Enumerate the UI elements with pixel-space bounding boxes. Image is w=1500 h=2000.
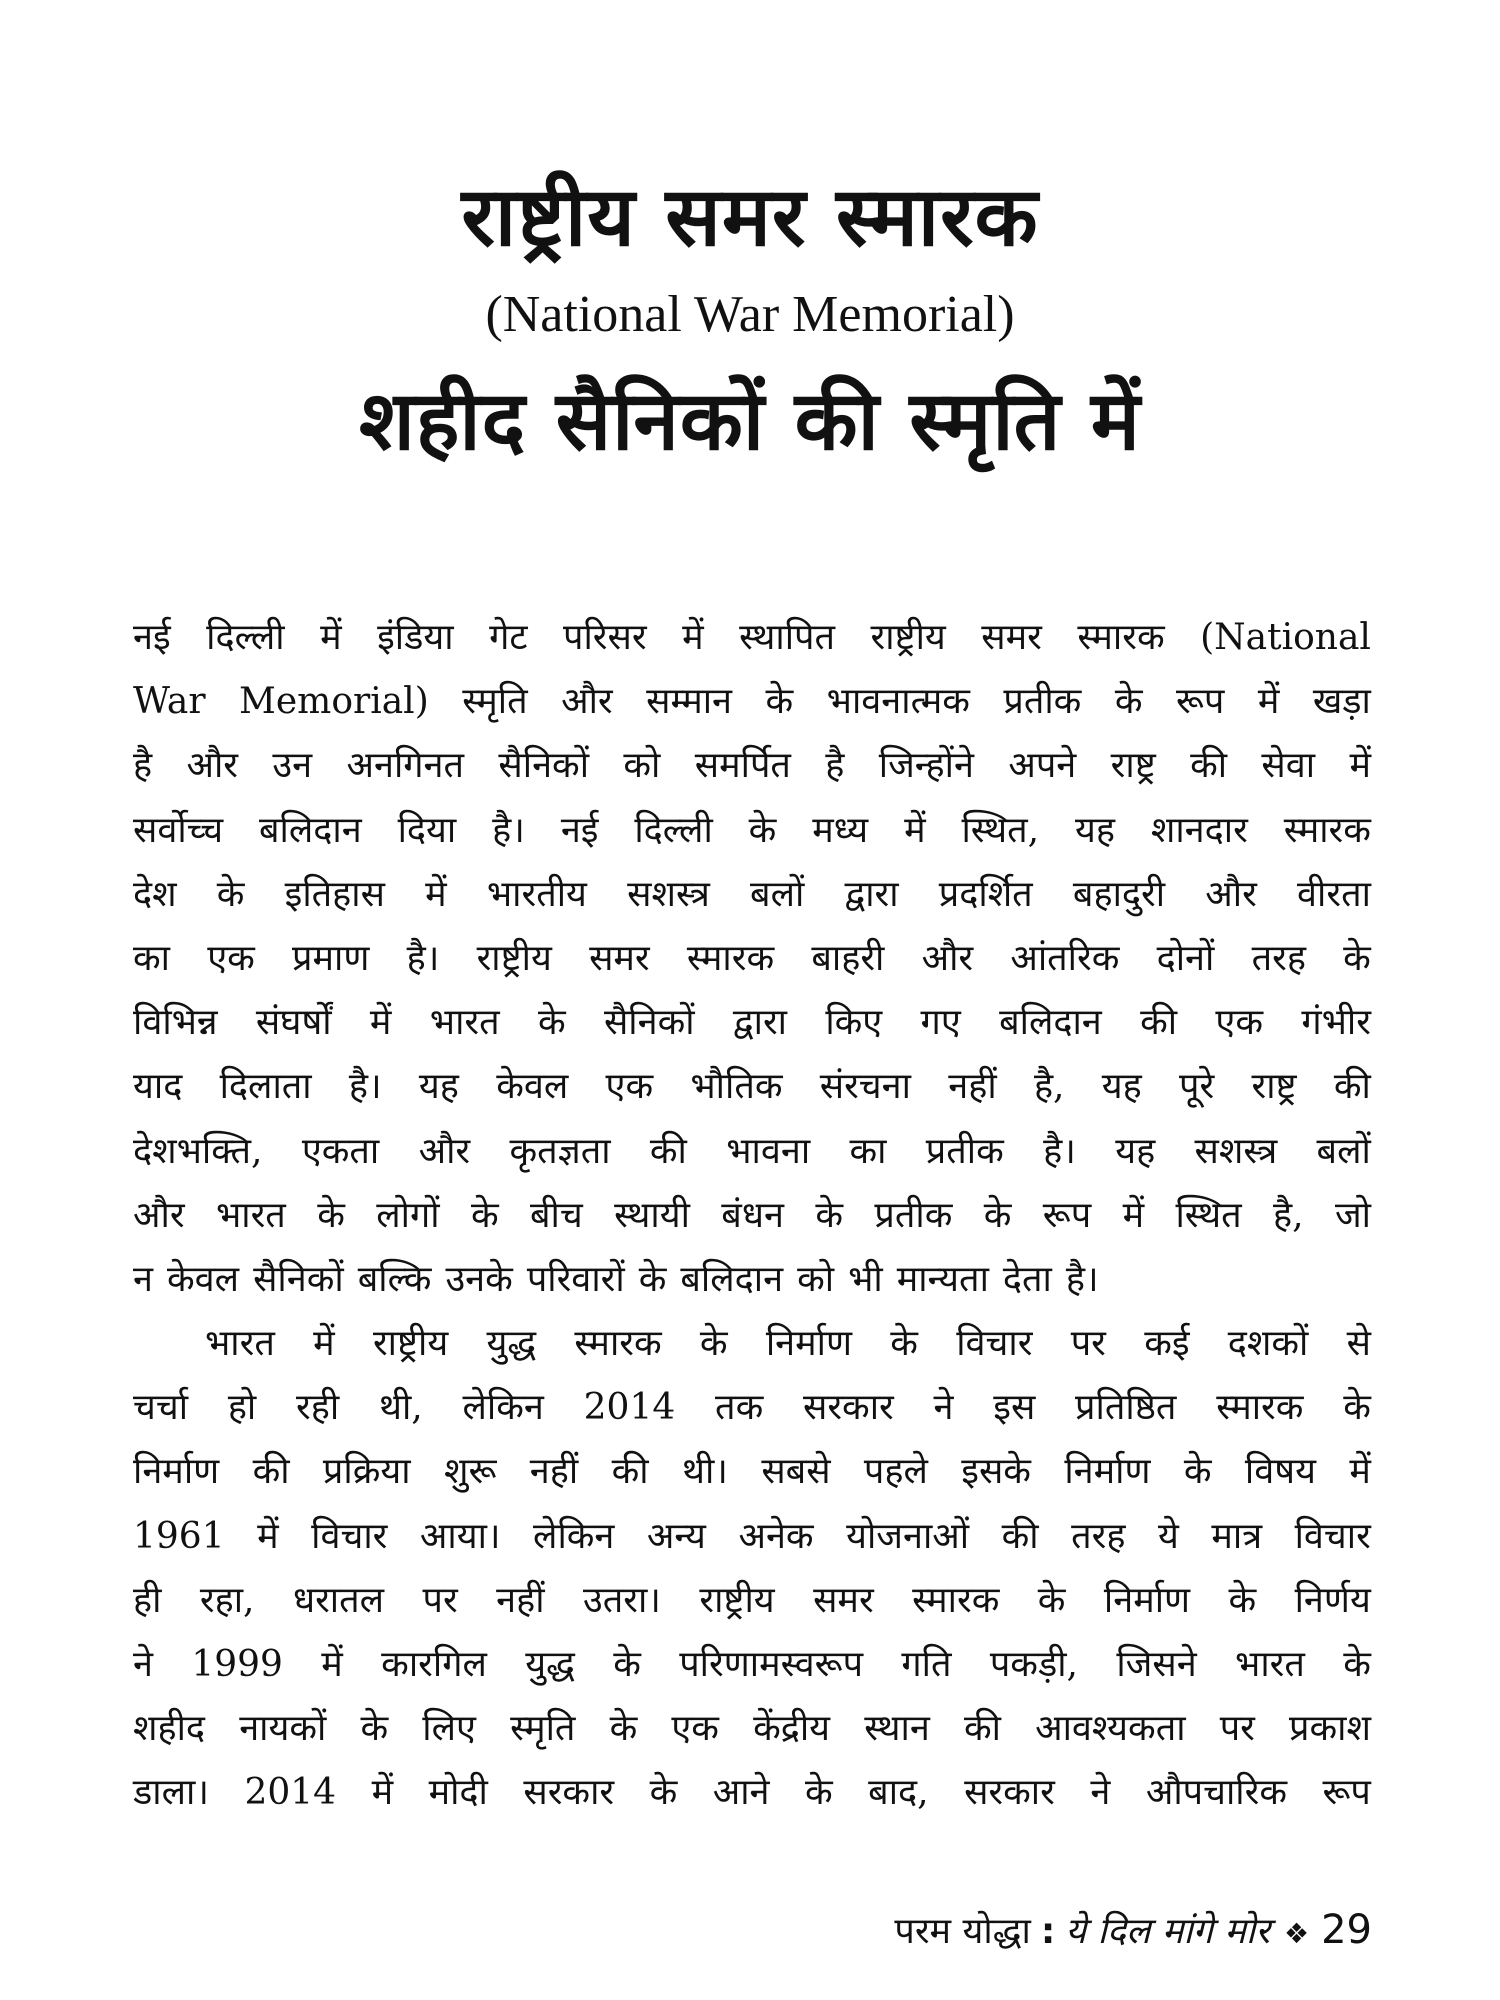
word: गेट	[489, 617, 528, 658]
word: के	[890, 1323, 918, 1365]
word: ने	[1090, 1772, 1111, 1814]
word: में	[1257, 681, 1280, 723]
word: कृतज्ञता	[509, 1130, 611, 1172]
word: निर्माण	[1064, 1451, 1151, 1493]
word: भौतिक	[690, 1066, 783, 1108]
word: भारतीय	[486, 873, 587, 915]
text-line	[133, 799, 1371, 863]
word: (National	[1200, 617, 1371, 658]
word: भावना	[726, 1130, 811, 1172]
word: प्रतीक	[1003, 681, 1082, 723]
word: बलिदान	[999, 1002, 1102, 1044]
word: में	[904, 809, 926, 851]
word: अपने	[1008, 745, 1077, 787]
word: पर	[1219, 1708, 1255, 1750]
word: परिसर	[563, 617, 647, 658]
word: इसके	[961, 1451, 1031, 1493]
word: और	[186, 745, 239, 787]
word: बलिदान	[680, 1258, 784, 1300]
word: दिल्ली	[634, 809, 713, 851]
word: War	[133, 681, 206, 723]
word: राष्ट्रीय	[870, 617, 946, 658]
word: स्मारक	[574, 1323, 662, 1365]
word: में	[682, 617, 704, 658]
word: चर्चा	[133, 1387, 189, 1429]
word: आंतरिक	[1010, 937, 1120, 979]
word: समर	[981, 617, 1042, 658]
word: और	[561, 681, 613, 723]
word: भारत	[205, 1323, 275, 1365]
word: बलिदान	[259, 809, 362, 851]
word: की	[252, 1451, 290, 1493]
word: स्मारक	[1216, 1387, 1304, 1429]
word: के	[699, 1323, 728, 1365]
word: प्रकाश	[1289, 1708, 1371, 1750]
word: रूप	[1175, 681, 1225, 723]
word: दिलाता	[219, 1066, 312, 1108]
chapter-subtitle: शहीद सैनिकों की स्मृति में	[359, 374, 1141, 469]
word: एक	[1215, 1002, 1263, 1044]
word: रूप	[1042, 1194, 1092, 1236]
word: पूरे	[1179, 1066, 1215, 1108]
word: नई	[133, 617, 171, 658]
word: है	[825, 745, 845, 787]
footer-book-title: परम योद्धा	[894, 1911, 1031, 1952]
word: बाहरी	[811, 937, 885, 979]
word: में	[1122, 1194, 1145, 1236]
word: के	[815, 1194, 844, 1236]
word: 2014	[583, 1387, 676, 1429]
word: वीरता	[1297, 873, 1371, 915]
text-line	[133, 1312, 1371, 1376]
word: बल्कि	[357, 1258, 432, 1300]
word: रहा,	[199, 1579, 255, 1621]
text-line	[133, 1055, 1371, 1119]
word: का	[849, 1130, 887, 1172]
word: पर	[422, 1579, 458, 1621]
word: से	[1346, 1323, 1371, 1365]
word: एक	[207, 937, 255, 979]
word: सशस्त्र	[1194, 1130, 1278, 1172]
page-number: 29	[1321, 1907, 1372, 1953]
word: राष्ट्रीय	[476, 937, 552, 979]
word: ने	[933, 1387, 954, 1429]
word: के	[317, 1194, 345, 1236]
word: प्रमाण	[291, 937, 370, 979]
word: है	[133, 745, 153, 787]
word: स्थित	[1175, 1194, 1242, 1236]
word: सैनिकों	[603, 1002, 695, 1044]
paragraph-1	[133, 606, 1371, 1312]
word: के	[1343, 937, 1371, 979]
word: प्रदर्शित	[938, 873, 1033, 915]
text-line	[133, 1376, 1371, 1440]
page-footer	[894, 1906, 1372, 1958]
word: एक	[671, 1708, 719, 1750]
word: भारत	[215, 1194, 286, 1236]
word: की	[1140, 1002, 1178, 1044]
text-line	[133, 734, 1371, 798]
word: Memorial)	[239, 681, 429, 723]
word: के	[609, 1708, 638, 1750]
word: में	[425, 873, 447, 915]
word: में	[257, 1515, 279, 1557]
word: पर	[1070, 1323, 1106, 1365]
word: है।	[348, 1066, 382, 1108]
word: युद्ध	[525, 1644, 575, 1685]
word: स्थित,	[961, 809, 1040, 851]
word: विचार	[311, 1515, 388, 1557]
word: जिन्होंने	[878, 745, 974, 787]
ornament-icon: ❖	[1283, 1917, 1310, 1950]
word: बीच	[529, 1194, 583, 1236]
word: में	[1349, 745, 1371, 787]
word: उन	[272, 745, 313, 787]
word: सेवा	[1261, 745, 1316, 787]
word: पकड़ी,	[989, 1644, 1078, 1685]
word: परिवारों	[526, 1258, 625, 1300]
word: में	[320, 617, 342, 658]
word: प्रतीक	[874, 1194, 953, 1236]
text-line	[133, 1248, 1371, 1312]
word: की	[611, 1451, 649, 1493]
word: इतिहास	[284, 873, 385, 915]
word: अन्य	[646, 1515, 706, 1557]
word: के	[470, 1194, 499, 1236]
word: के	[360, 1708, 389, 1750]
word: के	[638, 1258, 667, 1300]
word: के	[216, 873, 245, 915]
word: युद्ध	[486, 1323, 537, 1365]
word: दिल्ली	[206, 617, 285, 658]
word: मात्र	[1211, 1515, 1263, 1557]
word: आने	[712, 1772, 770, 1814]
word: लेकिन	[533, 1515, 615, 1557]
word: तरह	[1071, 1515, 1126, 1557]
text-line	[133, 670, 1371, 734]
word: है।	[492, 809, 525, 851]
word: शुरू	[443, 1451, 497, 1493]
word: सशस्त्र	[627, 873, 710, 915]
word: भी	[848, 1258, 883, 1300]
word: यह	[1074, 809, 1115, 851]
word: की	[1001, 1515, 1039, 1557]
word: सरकार	[523, 1772, 615, 1814]
chapter-title: राष्ट्रीय समर स्मारक	[461, 170, 1039, 265]
word: योजनाओं	[846, 1515, 970, 1557]
word: 2014	[244, 1772, 337, 1814]
word: एकता	[301, 1130, 380, 1172]
word: प्रक्रिया	[322, 1451, 411, 1493]
word: और	[418, 1130, 471, 1172]
word: थी।	[681, 1451, 728, 1493]
word: निर्माण	[765, 1323, 853, 1365]
word: द्वारा	[844, 873, 899, 915]
word: दिया	[397, 809, 457, 851]
word: राष्ट्रीय	[699, 1579, 775, 1621]
word: को	[623, 745, 661, 787]
word: नहीं	[496, 1579, 545, 1621]
word: सरकार	[802, 1387, 894, 1429]
word: है,	[1273, 1194, 1304, 1236]
word: स्मारक	[912, 1579, 1000, 1621]
word: बाद,	[868, 1772, 929, 1814]
word: यह	[418, 1066, 459, 1108]
word: के	[649, 1772, 678, 1814]
word: शानदार	[1150, 809, 1248, 851]
word: मान्यता	[896, 1258, 989, 1300]
word: थी,	[378, 1387, 423, 1429]
word: न	[133, 1258, 153, 1300]
word: यह	[1101, 1066, 1142, 1108]
word: की	[649, 1130, 687, 1172]
word: में	[1349, 1451, 1371, 1493]
text-line	[133, 1697, 1371, 1761]
word: स्थान	[864, 1708, 930, 1750]
word: देता	[1002, 1258, 1052, 1300]
word: स्मृति	[510, 1708, 576, 1750]
word: इंडिया	[377, 617, 454, 658]
word: गंभीर	[1301, 1002, 1371, 1044]
text-line	[133, 1633, 1371, 1697]
word: जिसने	[1116, 1644, 1197, 1685]
word: लोगों	[376, 1194, 440, 1236]
word: द्वारा	[732, 1002, 787, 1044]
word: उनके	[445, 1258, 513, 1300]
word: मध्य	[812, 809, 869, 851]
word: एक	[605, 1066, 654, 1108]
word: है।	[1043, 1130, 1076, 1172]
word: 1961	[133, 1515, 225, 1557]
footer-separator: :	[1040, 1911, 1056, 1952]
word: के	[805, 1772, 833, 1814]
word: भारत	[429, 1002, 500, 1044]
text-line	[133, 927, 1371, 991]
word: शहीद	[133, 1708, 206, 1750]
word: संघर्षों	[255, 1002, 332, 1044]
word: के	[1343, 1387, 1371, 1429]
word: यह	[1115, 1130, 1156, 1172]
word: राष्ट्रीय	[372, 1323, 449, 1365]
word: ही	[133, 1579, 162, 1621]
footer-tagline: ये दिल मांगे मोर	[1065, 1911, 1270, 1952]
word: आया।	[419, 1515, 501, 1557]
word: बहादुरी	[1072, 873, 1166, 915]
word: समर	[589, 937, 650, 979]
word: बलों	[1316, 1130, 1371, 1172]
word: भारत	[1235, 1644, 1305, 1685]
text-line	[133, 1184, 1371, 1248]
word: इस	[993, 1387, 1036, 1429]
word: सर्वोच्च	[133, 809, 224, 851]
word: के	[983, 1194, 1012, 1236]
word: राष्ट्र	[1110, 745, 1156, 787]
word: समर्पित	[694, 745, 791, 787]
word: बलों	[750, 873, 805, 915]
word: के	[613, 1644, 641, 1685]
word: नहीं	[948, 1066, 997, 1108]
word: दोनों	[1156, 937, 1215, 979]
word: विचार	[956, 1323, 1033, 1365]
word: में	[321, 1644, 343, 1685]
word: स्थायी	[614, 1194, 690, 1236]
word: स्थापित	[739, 617, 835, 658]
word: केवल	[496, 1066, 569, 1108]
word: गति	[901, 1644, 952, 1685]
word: देशभक्ति,	[133, 1130, 263, 1172]
word: याद	[133, 1066, 183, 1108]
word: के	[1228, 1579, 1257, 1621]
word: है।	[1065, 1258, 1099, 1300]
word: अनगिनत	[346, 745, 465, 787]
word: उतरा।	[582, 1579, 661, 1621]
word: सैनिकों	[498, 745, 590, 787]
text-line	[133, 1440, 1371, 1504]
text-line	[133, 606, 1371, 670]
word: है।	[406, 937, 440, 979]
word: ने	[133, 1644, 153, 1685]
word: निर्णय	[1294, 1579, 1371, 1621]
word: डाला।	[133, 1772, 209, 1814]
word: प्रतीक	[925, 1130, 1004, 1172]
word: में	[369, 1002, 392, 1044]
word: संरचना	[819, 1066, 911, 1108]
word: लेकिन	[462, 1387, 544, 1429]
word: नहीं	[529, 1451, 579, 1493]
text-line	[133, 1505, 1371, 1569]
word: को	[797, 1258, 835, 1300]
word: और	[921, 937, 974, 979]
word: विषय	[1244, 1451, 1316, 1493]
word: केवल	[166, 1258, 240, 1300]
paragraph-2	[133, 1312, 1371, 1826]
word: आवश्यकता	[1035, 1708, 1186, 1750]
word: प्रतिष्ठित	[1075, 1387, 1177, 1429]
word: है,	[1033, 1066, 1065, 1108]
word: बंधन	[721, 1194, 784, 1236]
word: में	[371, 1772, 394, 1814]
word: सरकार	[964, 1772, 1055, 1814]
word: कई	[1144, 1323, 1190, 1365]
word: स्मारक	[686, 937, 775, 979]
word: ये	[1157, 1515, 1179, 1557]
word: की	[963, 1708, 1001, 1750]
word: के	[1037, 1579, 1066, 1621]
word: निर्माण	[1103, 1579, 1191, 1621]
word: नई	[560, 809, 599, 851]
word: में	[313, 1323, 335, 1365]
word: स्मृति	[462, 681, 528, 723]
word: के	[765, 681, 794, 723]
word: और	[133, 1194, 185, 1236]
word: परिणामस्वरूप	[679, 1644, 864, 1685]
word: और	[1205, 873, 1257, 915]
word: लिए	[422, 1708, 476, 1750]
text-line	[133, 863, 1371, 927]
word: सबसे	[761, 1451, 831, 1493]
word: जो	[1334, 1194, 1371, 1236]
word: राष्ट्र	[1251, 1066, 1297, 1108]
word: कारगिल	[381, 1644, 487, 1685]
word: विचार	[1294, 1515, 1371, 1557]
word: किए	[825, 1002, 883, 1044]
word: देश	[133, 873, 177, 915]
word: तरह	[1251, 937, 1306, 979]
body-text	[133, 606, 1371, 1826]
word: खड़ा	[1312, 681, 1371, 723]
chapter-title-english: (National War Memorial)	[485, 286, 1015, 343]
word: मोदी	[428, 1772, 488, 1814]
word: के	[1114, 681, 1143, 723]
text-line	[133, 1120, 1371, 1184]
word: की	[1190, 745, 1228, 787]
word: पहले	[863, 1451, 928, 1493]
text-line	[133, 991, 1371, 1055]
word: के	[537, 1002, 566, 1044]
word: के	[1183, 1451, 1212, 1493]
word: के	[1343, 1644, 1371, 1685]
word: की	[1333, 1066, 1371, 1108]
word: दशकों	[1227, 1323, 1309, 1365]
word: केंद्रीय	[753, 1708, 831, 1750]
word: 1999	[191, 1644, 283, 1685]
text-line	[133, 1569, 1371, 1633]
word: गए	[920, 1002, 961, 1044]
word: अनेक	[738, 1515, 814, 1557]
word: धरातल	[292, 1579, 385, 1621]
text-line	[133, 1761, 1371, 1825]
word: विभिन्न	[133, 1002, 218, 1044]
word: निर्माण	[133, 1451, 220, 1493]
word: भावनात्मक	[826, 681, 970, 723]
word: सैनिकों	[253, 1258, 344, 1300]
word: हो	[227, 1387, 257, 1429]
word: स्मारक	[1283, 809, 1371, 851]
word: के	[748, 809, 777, 851]
word: औपचारिक	[1145, 1772, 1287, 1814]
word: समर	[813, 1579, 874, 1621]
word: सम्मान	[646, 681, 733, 723]
word: रूप	[1322, 1772, 1371, 1814]
word: स्मारक	[1077, 617, 1165, 658]
word: रही	[296, 1387, 340, 1429]
word: नायकों	[239, 1708, 327, 1750]
word: का	[133, 937, 170, 979]
word: तक	[715, 1387, 764, 1429]
